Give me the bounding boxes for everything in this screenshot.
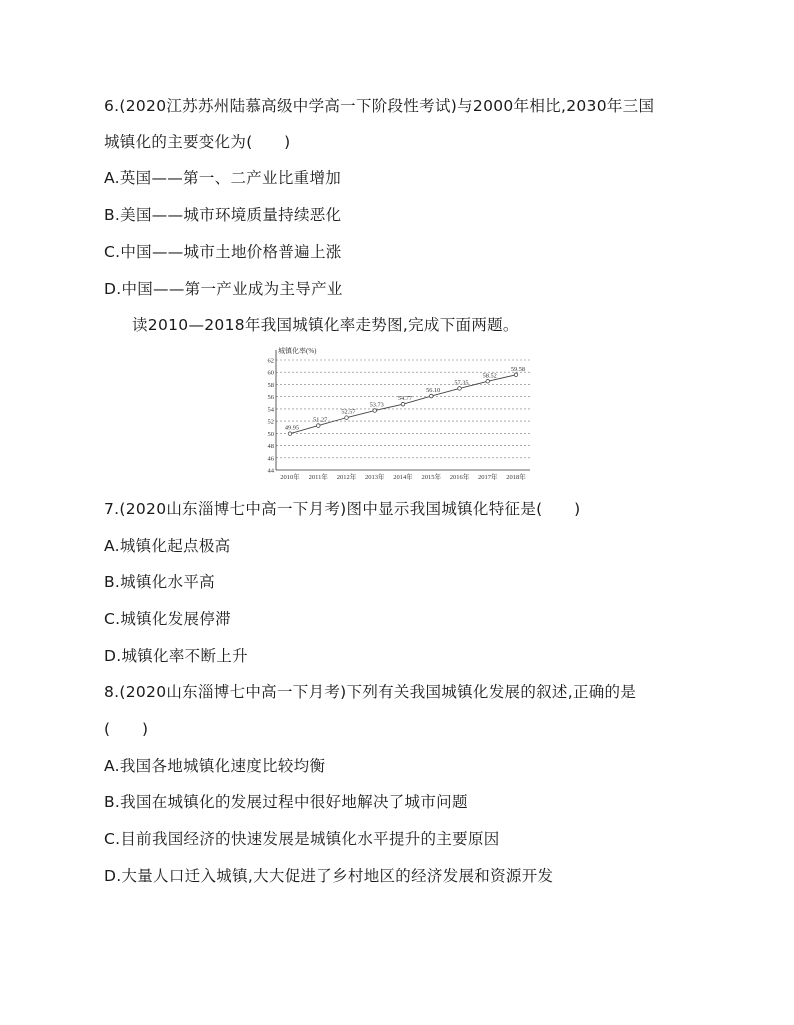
q7-stem: 7.(2020山东淄博七中高一下月考)图中显示我国城镇化特征是( ) <box>104 500 581 518</box>
data-point-8 <box>514 373 518 377</box>
data-label-2: 52.57 <box>341 408 356 416</box>
ytick-label-52: 52 <box>267 418 274 426</box>
chart-yticks <box>268 358 275 475</box>
ytick-label-44: 44 <box>267 467 274 475</box>
q8-option-d: D.大量人口迁入城镇,大大促进了乡村地区的经济发展和资源开发 <box>104 867 554 885</box>
data-label-7: 58.52 <box>482 372 497 380</box>
data-point-2 <box>345 416 349 420</box>
q8-option-c: C.目前我国经济的快速发展是城镇化水平提升的主要原因 <box>104 830 500 848</box>
q6-stem-line2: 城镇化的主要变化为( ) <box>104 133 291 151</box>
data-label-8: 59.58 <box>510 365 526 373</box>
xtick-label-0: 2010年 <box>280 474 300 481</box>
q6-option-d: D.中国——第一产业成为主导产业 <box>104 280 343 298</box>
q6-stem-line1: 6.(2020江苏苏州陆慕高级中学高一下阶段性考试)与2000年相比,2030年三国 <box>104 97 655 115</box>
xtick-label-5: 2015年 <box>421 474 441 481</box>
ytick-label-48: 48 <box>267 443 274 451</box>
xtick-label-1: 2011年 <box>308 474 328 481</box>
q7-option-a: A.城镇化起点极高 <box>104 537 231 555</box>
xtick-label-7: 2017年 <box>478 474 498 481</box>
xtick-label-2: 2012年 <box>336 474 357 481</box>
data-point-4 <box>401 402 405 406</box>
ytick-label-62: 62 <box>267 357 274 365</box>
ytick-label-58: 58 <box>267 381 274 389</box>
chart-ylabel: 城镇化率(%) <box>278 347 317 355</box>
data-point-5 <box>429 394 433 398</box>
ytick-label-60: 60 <box>267 369 274 377</box>
q8-option-a: A.我国各地城镇化速度比较均衡 <box>104 757 326 775</box>
q6-option-b: B.美国——城市环境质量持续恶化 <box>104 206 342 224</box>
q7-option-c: C.城镇化发展停滞 <box>104 610 231 628</box>
q7-option-d: D.城镇化率不断上升 <box>104 647 248 665</box>
q8-option-b: B.我国在城镇化的发展过程中很好地解决了城市问题 <box>104 793 468 811</box>
data-label-5: 56.10 <box>426 387 441 395</box>
ytick-label-50: 50 <box>267 430 274 438</box>
ytick-label-46: 46 <box>267 455 274 463</box>
xtick-label-3: 2013年 <box>365 474 385 481</box>
data-point-3 <box>373 409 377 413</box>
data-label-0: 49.95 <box>284 424 300 432</box>
data-label-1: 51.27 <box>313 416 328 424</box>
q8-stem-line1: 8.(2020山东淄博七中高一下月考)下列有关我国城镇化发展的叙述,正确的是 <box>104 683 637 701</box>
data-point-7 <box>486 379 490 383</box>
chart-intro: 读2010—2018年我国城镇化率走势图,完成下面两题。 <box>132 316 519 334</box>
data-label-3: 53.73 <box>369 401 384 409</box>
chart-series <box>288 373 518 435</box>
data-label-4: 54.77 <box>397 395 413 403</box>
xtick-label-6: 2016年 <box>449 474 470 481</box>
data-point-6 <box>458 387 462 391</box>
q6-option-c: C.中国——城市土地价格普遍上涨 <box>104 243 342 261</box>
ytick-label-56: 56 <box>267 394 274 402</box>
data-point-0 <box>288 432 292 436</box>
q7-option-b: B.城镇化水平高 <box>104 573 215 591</box>
data-point-1 <box>316 424 320 428</box>
chart-axes <box>276 350 530 470</box>
data-label-6: 57.35 <box>454 379 469 387</box>
chart-xticks <box>280 472 526 481</box>
ytick-label-54: 54 <box>267 406 274 414</box>
urbanization-line-chart <box>258 344 534 484</box>
q8-stem-line2: ( ) <box>104 720 149 738</box>
xtick-label-4: 2014年 <box>393 474 413 481</box>
chart-value-labels <box>285 366 525 432</box>
xtick-label-8: 2018年 <box>506 474 526 481</box>
q6-option-a: A.英国——第一、二产业比重增加 <box>104 169 342 187</box>
